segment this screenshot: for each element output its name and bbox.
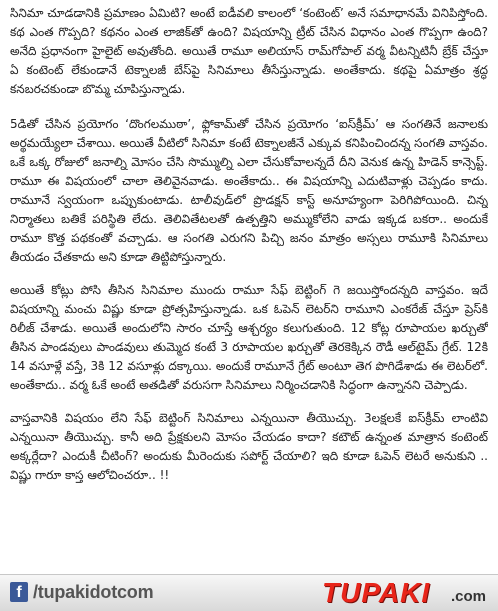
- facebook-icon[interactable]: f: [10, 582, 28, 602]
- brand-logo-suffix: .com: [451, 588, 487, 605]
- brand-logo[interactable]: [322, 577, 486, 607]
- article-paragraph-3: అయితే కోట్లు పోసి తీసిన సినిమాల ముందు రామూ సేఫ్ బెట్టింగ్ గె జయిస్తోందన్నది వాస్తవం. ఇదే విషయాన్ని మంచు విష్ణు కూడా ప్రోత్సహిస్తున్నాడు. ఒక ఓపెన్ లెటర్‌ని రామూని ఎంకరేజ్ చేస్తూ ప్రెస్‌కి రిలీజ్ చేశాడు. అయితే అందులోని సారం చూస్తే ఆశ్చర్యం కలుగుతుంది. 12 కోట్ల రూపాయల ఖర్చుతో తీసిన పాండవులు పాండవులు తుమ్మెద కంటే 3 రూపాయల ఖర్చుతో తెరకెక్కిన రౌడీ ఆల్‌టైమ్ గ్రేట్. 12కి 14 వసూళ్లే వస్తే, 3కి 12 వసూళ్లు దక్కాయి. అందుకే రామూనే గ్రేట్ అంటూ తెగ పొగిడేశాడు ఈ లెటర్‌లో. అంతేకాదు.. వర్మ ఓకే అంటే అతడితో వరుసగా సినిమాలు నిర్మించడానికి సిద్ధంగా ఉన్నానని చెప్పాడు.: [10, 283, 488, 392]
- footer-bar: [0, 574, 498, 611]
- article-paragraph-2: 5డితో చేసిన ప్రయోగం ‘దొంగలముఠా’, ఫ్లోకామ్‌తో చేసిన ప్రయోగం ‘ఐస్‌క్రీమ్’ ఆ సంగతినే జనాలకు అర్థమయ్యేలా చేశాయి. అయితే వీటిలో సినిమా కంటే టెక్నాలజీనే ఎక్కువ కనిపించిందన్న సంగతి వాస్తవం. ఒకే ఒక్క రోజులో జనాల్ని మోసం చేసి సొమ్ముల్ని ఎలా చేసుకోవాలన్నదే దీని వెనుక ఉన్న హిడెన్ కాన్సెప్ట్. రామూ ఈ విషయంలో చాలా తెలివైనవాడు. అంతేకాదు.. ఈ విషయాన్ని ఎదుటివాళ్లు చెప్పడం కాదు. రామూనే స్వయంగా ఒప్పుకుంటాడు. టాలీవుడ్‌లో ప్రొడక్షన్ కాస్ట్ అనూహ్యంగా పెరిగిపోయింది. చిన్న నిర్మాతలు బతికే పరిస్థితి లేదు. తెలివితేటలతో ఉత్పత్తిని అమ్ముకోలేని వాడు ఇక్కడ బకరా.. అందుకే రామూ కొత్త పథకంతో వచ్చాడు. ఆ సంగతి ఎరుగని పిచ్చి జనం మాత్రం అస్సలు రామూకి సినిమాలు తీయడం చేతకాదు అని కూడా తిట్టిపోస్తున్నారు.: [10, 117, 488, 264]
- article-paragraph-4: వాస్తవానికి విషయం లేని సేఫ్ బెట్టింగ్ సినిమాలు ఎన్నయినా తీయొచ్చు. 3లక్షలకే ఐస్‌క్రీమ్ లాంటివి ఎన్నయినా తీయొచ్చు. కానీ అది ప్రేక్షకులని మోసం చేయడం కాదా? కటౌట్ ఉన్నంత మాత్రాన కంటెంట్ అక్కర్లేదా? ఎందుకీ చీటింగ్? అందుకు మీరెందుకు సపోర్ట్ చేయాలి? ఇది కూడా ఓపెన్ లెటరే అనుకుని .. విష్ణు గారూ కాస్త ఆలోచించరూ.. !!: [10, 411, 488, 482]
- article-paragraph-1: సినిమా చూడడానికి ప్రమాణం ఏమిటి? అంటే ఐడీవలి కాలంలో ‘కంటెంట్’ అనే సమాధానమే వినిపిస్తోంది. కథ ఎంత గొప్పది? కథనం ఎంత లాజిక్‌తో ఉంది? విషయాన్ని ట్రీట్ చేసిన విధానం ఎంత గొప్పగా ఉంది? అనేది ప్రధానంగా హైలైట్ అవుతోంది. అయితే రామూ అలియాస్ రామ్‌గోపాల్ వర్మ వీటన్నిటినీ బ్రేక్ చేస్తూ ఏ కంటెంట్ లేకుండానే టెక్నాలజీ బేస్‌పై సినిమాలు తీసేస్తున్నాడు. అంతేకాదు. కథపై ఏమాత్రం శ్రద్ధ కనబరచకుండా బొమ్మ చూపిస్తున్నాడు.: [10, 6, 488, 96]
- brand-logo-word: TUPAKI: [322, 577, 431, 608]
- facebook-page-link[interactable]: /tupakidotcom: [33, 582, 154, 602]
- article-body: [10, 4, 488, 564]
